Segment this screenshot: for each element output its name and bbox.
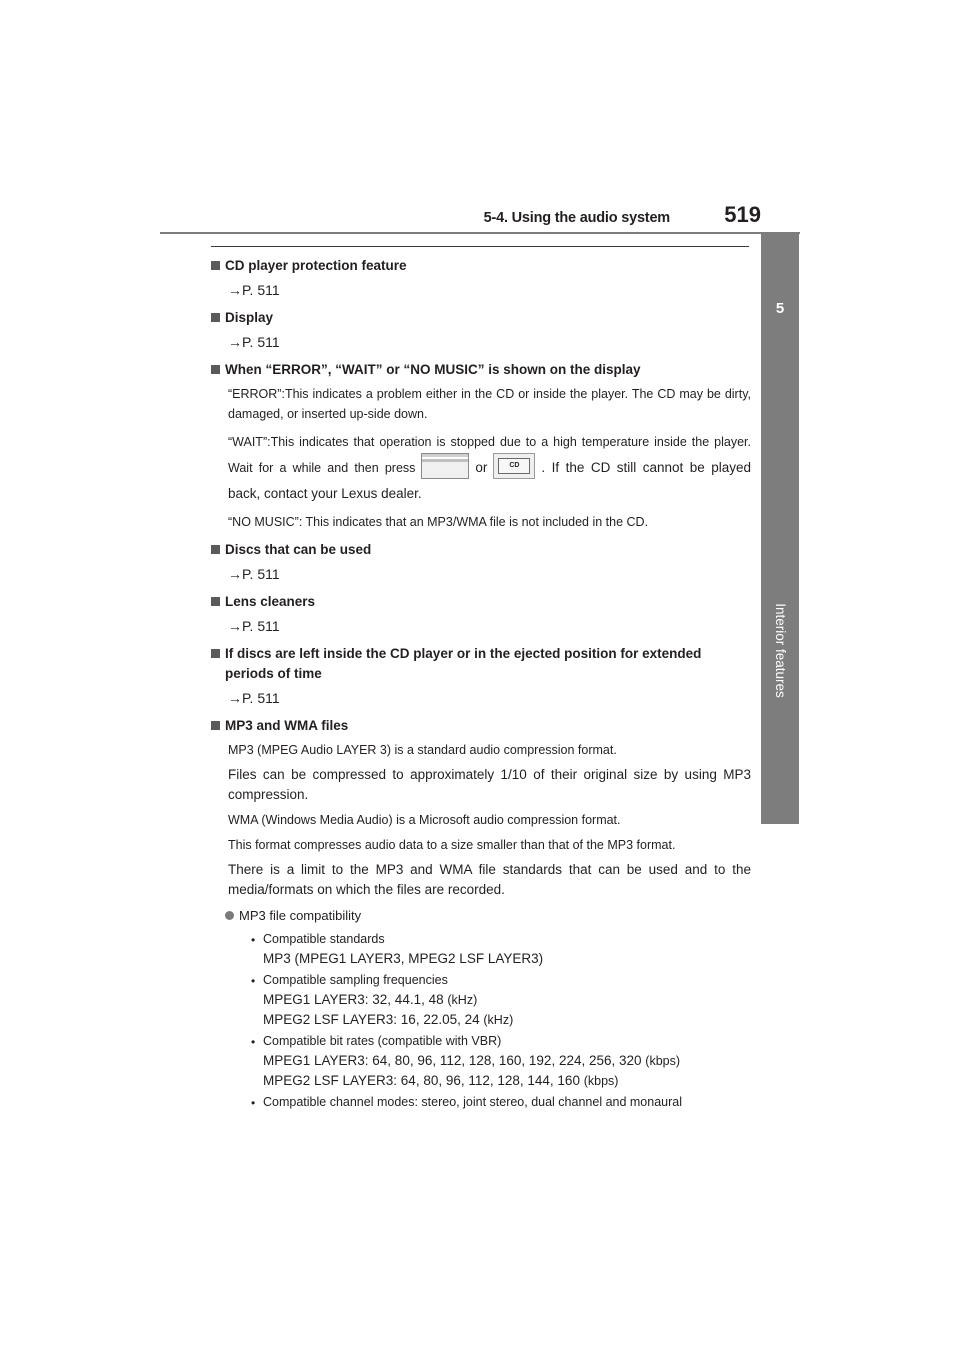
list-item	[251, 930, 751, 969]
value-text: MPEG2 LSF LAYER3: 16, 22.05, 24	[263, 1012, 480, 1028]
wait-text-1: “WAIT”:This indicates that operation is stopped due to a high temperature inside the player. Wait for a while and then press	[228, 435, 751, 475]
list-value: MP3 (MPEG1 LAYER3, MPEG2 LSF LAYER3)	[263, 951, 544, 967]
no-music-text: “NO MUSIC”: This indicates that an MP3/WMA file is not included in the CD.	[228, 515, 649, 530]
heading-messages	[211, 360, 751, 380]
heading-cd-protection	[211, 256, 751, 276]
value-unit: (kbps)	[645, 1054, 681, 1069]
square-bullet-icon	[211, 261, 220, 270]
wait-text-2: . If the CD still cannot be played back, contact your Lexus dealer.	[228, 460, 751, 502]
page-reference: →P. 511	[228, 334, 280, 350]
mp3-wma-p1	[228, 740, 751, 760]
circle-bullet-icon	[225, 911, 234, 920]
value-text: MPEG2 LSF LAYER3: 64, 80, 96, 112, 128, 144, 160	[263, 1073, 580, 1089]
page-reference: →P. 511	[228, 282, 280, 298]
mp3-wma-p3	[228, 810, 751, 830]
page-number: 519	[724, 202, 761, 227]
heading-left-inside	[211, 644, 751, 684]
paragraph-text: This format compresses audio data to a size smaller than that of the MP3 format.	[228, 838, 676, 853]
value-unit: (kHz)	[483, 1013, 514, 1028]
list-label: Compatible channel modes: stereo, joint stereo, dual channel and monaural	[263, 1095, 683, 1110]
page-reference: →P. 511	[228, 690, 280, 707]
paragraph-text: MP3 (MPEG Audio LAYER 3) is a standard audio compression format.	[228, 743, 617, 758]
paragraph-text: WMA (Windows Media Audio) is a Microsoft audio compression format.	[228, 813, 621, 828]
wait-or: or	[475, 460, 488, 475]
heading-text: Discs that can be used	[225, 542, 372, 558]
chapter-label-wrap	[752, 520, 808, 780]
value-unit: (kbps)	[583, 1074, 619, 1089]
heading-text: Display	[225, 310, 274, 325]
heading-text: If discs are left inside the CD player or in the ejected position for extended periods of time	[225, 646, 702, 682]
heading-lens	[211, 592, 751, 612]
dot-bullet: •	[251, 974, 256, 989]
list-value	[263, 1071, 751, 1091]
cd-button-icon	[493, 453, 535, 479]
header-divider	[160, 232, 800, 234]
heading-text: MP3 and WMA files	[225, 718, 349, 734]
square-bullet-icon	[211, 721, 220, 730]
list-item	[251, 1032, 751, 1091]
paragraph-text: There is a limit to the MP3 and WMA file standards that can be used and to the media/formats on which the files are recorded.	[228, 862, 751, 898]
heading-mp3-wma	[211, 716, 751, 736]
dot-bullet: •	[251, 1096, 256, 1111]
value-unit: (kHz)	[447, 993, 478, 1008]
list-label: Compatible bit rates (compatible with VBR)	[263, 1034, 502, 1049]
page-reference: →P. 511	[228, 566, 280, 583]
chapter-number: 5	[775, 300, 785, 317]
page-reference: →P. 511	[228, 618, 280, 635]
paragraph-text: Files can be compressed to approximately 1/10 of their original size by using MP3 compression.	[228, 767, 751, 803]
dot-bullet: •	[251, 933, 256, 948]
list-label: Compatible standards	[263, 932, 385, 947]
value-text: MPEG1 LAYER3: 32, 44.1, 48	[263, 992, 444, 1008]
heading-text: Lens cleaners	[225, 594, 316, 610]
mp3-compat-list	[251, 930, 751, 1112]
square-bullet-icon	[211, 545, 220, 554]
value-text: MPEG1 LAYER3: 64, 80, 96, 112, 128, 160, 192, 224, 256, 320	[263, 1053, 642, 1069]
list-item	[251, 971, 751, 1030]
page-content	[211, 256, 751, 1114]
chapter-label: Interior features	[772, 602, 788, 698]
cd-button-label: CD	[498, 458, 530, 474]
seek-button-icon	[421, 453, 469, 479]
square-bullet-icon	[211, 365, 220, 374]
heading-text: CD player protection feature	[225, 258, 407, 273]
content-divider	[211, 246, 749, 247]
list-value	[263, 1051, 751, 1071]
error-description	[228, 384, 751, 424]
error-text: “ERROR”:This indicates a problem either in the CD or inside the player. The CD may be dirty, damaged, or inserted up-side down.	[228, 387, 751, 421]
square-bullet-icon	[211, 313, 220, 322]
section-title: 5-4. Using the audio system	[483, 210, 670, 226]
no-music-description	[228, 512, 751, 532]
mp3-wma-p5	[228, 860, 751, 900]
list-value	[263, 990, 751, 1010]
heading-display	[211, 308, 751, 328]
dot-bullet: •	[251, 1035, 256, 1050]
mp3-compat-heading	[225, 906, 751, 926]
sub-heading-text: MP3 file compatibility	[239, 908, 362, 924]
list-label: Compatible sampling frequencies	[263, 973, 448, 988]
wait-description	[228, 429, 751, 507]
list-value	[263, 1010, 751, 1030]
mp3-wma-p4	[228, 835, 751, 855]
square-bullet-icon	[211, 597, 220, 606]
list-item	[251, 1093, 751, 1112]
square-bullet-icon	[211, 649, 220, 658]
heading-text: When “ERROR”, “WAIT” or “NO MUSIC” is shown on the display	[225, 362, 641, 377]
mp3-wma-p2	[228, 765, 751, 805]
heading-discs	[211, 540, 751, 560]
